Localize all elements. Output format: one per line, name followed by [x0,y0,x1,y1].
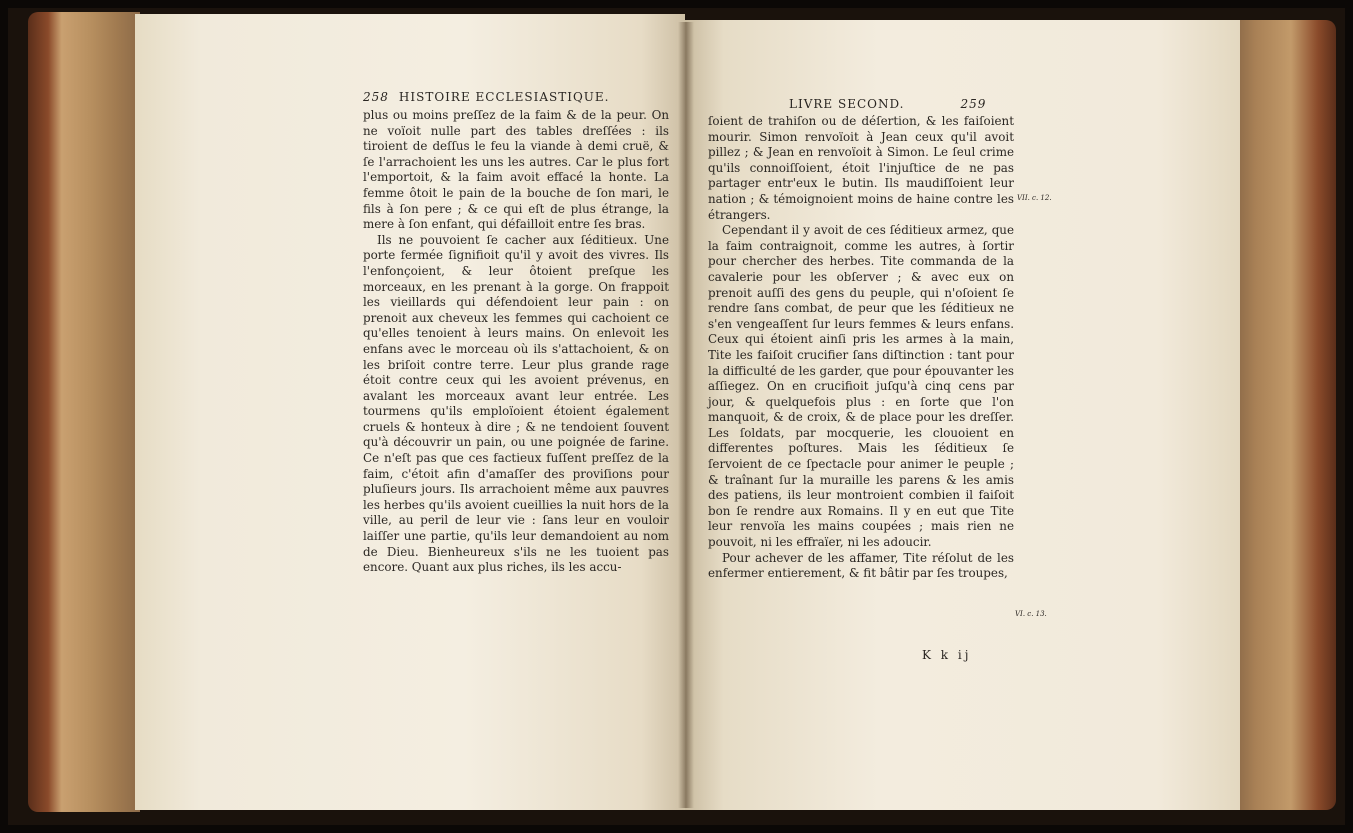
right-page-edges [1236,20,1336,810]
left-paragraph-2: Ils ne pouvoient ſe cacher aux ſéditieux. Une porte fermée ſignifioit qu'il y avoit des vivres. Ils l'enfonçoient, & leur ôtoient preſque les morceaux, en les prenant à la gorge. On frappoit les vieillards qui défendoient leur pain : on prenoit aux cheveux les femmes qui cachoient ce qu'elles tenoient à leurs mains. On enlevoit les enfans avec le morceau où ils s'attachoient, & on les briſoit contre terre. Leur plus grande rage étoit contre ceux qui les avoient prévenus, en avalant les morceaux avant leur entrée. Les tourmens qu'ils emploïoient étoient également cruels & honteux à dire ; & ne tendoient ſouvent qu'à découvrir un pain, ou une poignée de farine. Ce n'eſt pas que ces factieux fuſſent preſſez de la faim, c'étoit afin d'amaſſer des proviſions pour pluſieurs jours. Ils arrachoient même aux pauvres les herbes qu'ils avoient cueillies la nuit hors de la ville, au peril de leur vie : ſans leur en vouloir laiſſer une partie, qu'ils leur demandoient au nom de Dieu. Bienheureux s'ils ne les tuoient pas encore. Quant aux plus riches, ils les accu- [363,232,669,575]
left-page-edges [28,12,140,812]
left-paragraph-1: plus ou moins preſſez de la faim & de la peur. On ne voïoit nulle part des tables dreſſées : ils tiroient de deſſus le feu la viande à demi cruë, & ſe l'arrachoient les uns les autres. Car le plus fort l'emportoit, & la faim avoit effacé la honte. La femme ôtoit le pain de la bouche de ſon mari, le fils à ſon pere ; & ce qui eſt de plus étrange, la mere à ſon enfant, qui défailloit entre ſes bras. [363,108,669,232]
signature-mark: K k ij [922,648,972,662]
right-page [685,20,1240,810]
right-running-head [789,97,986,111]
right-paragraph-3: Pour achever de les affamer, Tite réſolut de les enfermer entierement, & fit bâtir par ſes troupes, [708,550,1014,581]
marginal-note-1: VII. c. 12. [1017,194,1052,202]
left-running-title: HISTOIRE ECCLESIASTIQUE. [398,90,610,104]
marginal-note-2: VI. c. 13. [1015,610,1047,618]
right-paragraph-2: Cependant il y avoit de ces ſéditieux armez, que la faim contraignoit, comme les autres, à ſortir pour chercher des herbes. Tite commanda de la cavalerie pour les obſerver ; & avec eux on prenoit auſſi des gens du peuple, qui n'oſoient ſe rendre ſans combat, de peur que les ſéditieux ne s'en vengeaſſent ſur leurs femmes & leurs enfans. Ceux qui étoient ainſi pris les armes à la main, Tite les faiſoit crucifier ſans diſtinction : tant pour la difficulté de les garder, que pour épouvanter les aſſiegez. On en crucifioit juſqu'à cinq cens par jour, & quelquefois plus : en ſorte que l'on manquoit, & de croix, & de place pour les dreſſer. Les ſoldats, par mocquerie, les clouoient en differentes poſtures. Mais les ſéditieux ſe ſervoient de ce ſpectacle pour animer le peuple ; & traînant ſur la muraille les parens & les amis des patiens, ils leur montroient combien il faiſoit bon ſe rendre aux Romains. Il y en eut que Tite leur renvoïa les mains coupées ; mais rien ne pouvoit, ni les effraïer, ni les adoucir. [708,223,1014,550]
right-running-title: LIVRE SECOND. [789,97,905,111]
right-folio: 259 [960,97,987,111]
left-folio: 258 [363,90,389,104]
left-body-text [363,108,669,576]
book-gutter [678,22,694,808]
right-paragraph-1: ſoient de trahiſon ou de déſertion, & les faiſoient mourir. Simon renvoïoit à Jean ceux qu'il avoit pillez ; & Jean en renvoïoit à Simon. Le ſeul crime qu'ils connoiſſoient, étoit l'injuſtice de ne pas partager entr'eux le butin. Ils maudiſſoient leur nation ; & témoignoient moins de haine contre les étrangers. [708,114,1014,222]
left-page [135,14,685,810]
left-running-head [363,90,610,104]
right-body-text [708,114,1014,582]
